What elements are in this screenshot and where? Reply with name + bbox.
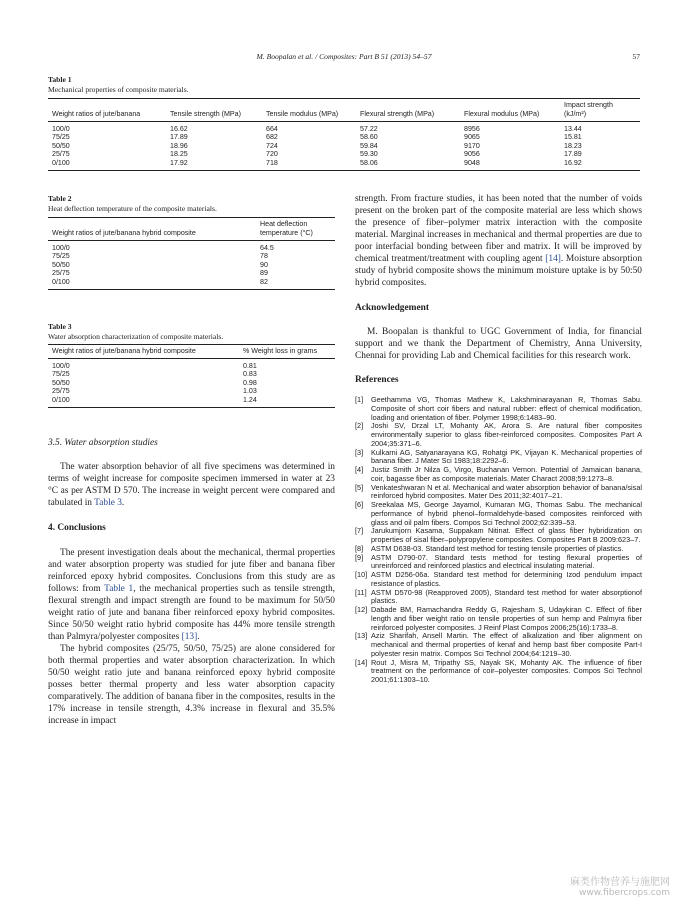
references-list xyxy=(355,396,642,685)
table2-title: Heat deflection temperature of the composite materials. xyxy=(48,204,217,213)
table2 xyxy=(48,217,335,290)
table-cell: 78 xyxy=(260,252,268,261)
table-cell: 17.92 xyxy=(170,158,188,167)
table3-caption xyxy=(48,322,223,342)
reference-number: [4] xyxy=(355,465,364,474)
reference-number: [11] xyxy=(355,587,367,597)
table-row xyxy=(48,370,335,378)
table-cell: 25/75 xyxy=(52,269,70,278)
reference-item xyxy=(355,396,642,422)
table-cell: 82 xyxy=(260,277,268,286)
right-column xyxy=(355,193,642,685)
reference-text: Joshi SV, Drzal LT, Mohanty AK, Arora S. Are natural fiber composites environmentally superior to glass fiber-reinforced composites. Composites Part A 2004;35:371–6. xyxy=(371,421,642,448)
reference-text: Rout J, Misra M, Tripathy SS, Nayak SK, Mohanty AK. The influence of fiber treatment on the performance of coir–polyester composites. Compos Sci Technol 2001;61:1303–10. xyxy=(371,657,642,684)
table2-header-1: Heat deflection temperature (°C) xyxy=(260,220,313,237)
reference-number: [7] xyxy=(355,526,364,536)
table-row xyxy=(48,133,640,141)
table-row xyxy=(48,252,335,260)
table-cell: 9056 xyxy=(464,150,480,159)
table-row xyxy=(48,150,640,158)
table-row xyxy=(48,261,335,269)
table3-header-0: Weight ratios of jute/banana hybrid composite xyxy=(52,347,196,355)
table1-header-5: Impact strength (kJ/m²) xyxy=(564,101,613,118)
reference-item xyxy=(355,466,642,484)
reference-number: [14] xyxy=(355,657,368,667)
table-cell: 90 xyxy=(260,260,268,269)
reference-item xyxy=(355,606,642,632)
table-cell: 9170 xyxy=(464,141,480,150)
table-cell: 8956 xyxy=(464,125,480,133)
watermark xyxy=(510,877,670,899)
table-row xyxy=(48,122,640,134)
reference-text: ASTM D570-98 (Reapproved 2005), Standard test method for water absorptionof plastics. xyxy=(371,587,642,606)
table3-link[interactable]: Table 3 xyxy=(94,498,122,508)
reference-text: Sreekalaa MS, George Jayamol, Kumaran MG, Thomas Sabu. The mechanical performance of hybrid phenol–formaldehyde-based composites reinforced with glass and oil palm fibers. Compos Sci Technol 2002;62:339–53. xyxy=(371,500,642,527)
table-row xyxy=(48,241,335,253)
table-row xyxy=(48,142,640,150)
ref-13-link[interactable]: [13] xyxy=(181,632,198,642)
table-cell: 720 xyxy=(266,150,278,159)
table3-title: Water absorption characterization of composite materials. xyxy=(48,332,224,341)
table-cell: 18.96 xyxy=(170,141,188,150)
reference-text: ASTM D638-03. Standard test method for testing tensile properties of plastics. xyxy=(371,543,624,553)
table-cell: 59.84 xyxy=(360,141,378,150)
watermark-site-name: 麻类作物营养与施肥网 xyxy=(570,877,670,888)
table-cell: 17.89 xyxy=(170,133,188,142)
left-column xyxy=(48,437,335,727)
page-number: 57 xyxy=(632,52,640,61)
table-cell: 25/75 xyxy=(52,150,70,159)
table-cell: 57.22 xyxy=(360,125,378,133)
table1-header-2: Tensile modulus (MPa) xyxy=(266,110,339,118)
table-cell: 9048 xyxy=(464,158,480,167)
table-cell: 1.03 xyxy=(243,387,257,396)
table2-caption xyxy=(48,194,217,214)
conclusions-paragraph-1: The present investigation deals about the mechanical, thermal properties and water absorption property was studied for jute fiber and banana fiber reinforced epoxy hybrid composites. Conclusions from this study are as follows: from Table 1, the mechanical properties such as tensile strength, flexural strength and impact strength are found to be maximum for 50/50 weight ratio of jute and banana fiber reinforced epoxy hybrid composites. Since 50/50 weight ratio hybrid composite has 44% more tensile strength than Palmyra/polyester composites [13]. xyxy=(48,548,335,642)
table-cell: 9065 xyxy=(464,133,480,142)
table1-title: Mechanical properties of composite materials. xyxy=(48,85,189,94)
reference-text: ASTM D256-06a. Standard test method for determining Izod pendulum impact resistance of plastics. xyxy=(371,570,642,588)
reference-number: [3] xyxy=(355,447,364,457)
table1-label: Table 1 xyxy=(48,75,72,84)
table-cell: 0/100 xyxy=(52,277,70,286)
reference-item xyxy=(355,571,642,589)
table1-caption xyxy=(48,75,189,95)
reference-item xyxy=(355,484,642,502)
reference-item xyxy=(355,659,642,685)
reference-item xyxy=(355,422,642,448)
table1-header-0: Weight ratios of jute/banana xyxy=(52,110,141,118)
table-row xyxy=(48,359,335,371)
table-row xyxy=(48,379,335,387)
table-row xyxy=(48,269,335,277)
table3 xyxy=(48,344,335,408)
reference-number: [13] xyxy=(355,631,368,641)
table2-header-0: Weight ratios of jute/banana hybrid composite xyxy=(52,229,196,237)
reference-number: [10] xyxy=(355,570,368,579)
table-cell: 58.06 xyxy=(360,158,378,167)
reference-item xyxy=(355,449,642,467)
table-cell: 100/0 xyxy=(52,362,70,370)
table-cell: 50/50 xyxy=(52,378,70,387)
table-cell: 0/100 xyxy=(52,158,70,167)
table-row xyxy=(48,396,335,408)
reference-item xyxy=(355,632,642,658)
table-cell: 64.5 xyxy=(260,244,274,252)
reference-number: [1] xyxy=(355,395,364,404)
table-cell: 16.62 xyxy=(170,125,188,133)
table-cell: 75/25 xyxy=(52,252,70,261)
table1-header-3: Flexural strength (MPa) xyxy=(360,110,435,118)
table3-header-1: % Weight loss in grams xyxy=(243,347,317,355)
reference-number: [6] xyxy=(355,500,364,509)
running-header xyxy=(48,52,640,66)
conclusions-paragraph-3: strength. From fracture studies, it has been noted that the number of voids present on the broken part of the composite material are less which shows the presence of fiber–polymer matrix interaction with the composite material. Marginal increases in mechanical and thermal properties are due to poor interfacial bonding between fiber and matrix. It will be improved by chemical treatment/treatment with coupling agent [14]. Moisture absorption study of hybrid composite shows the minimum moisture uptake is by 50:50 hybrid composites. xyxy=(355,194,643,288)
table3-label: Table 3 xyxy=(48,322,72,331)
reference-text: Venkateshwaran N et al. Mechanical and water absorption behavior of banana/sisal reinforced hybrid composites. Mater Des 2011;32:4017–21. xyxy=(371,482,642,501)
table-cell: 0.83 xyxy=(243,370,257,379)
table1 xyxy=(48,98,640,171)
table2-label: Table 2 xyxy=(48,194,72,203)
table-cell: 724 xyxy=(266,141,278,150)
table-cell: 0/100 xyxy=(52,395,70,404)
table-cell: 13.44 xyxy=(564,125,582,133)
reference-text: Aziz Sharifah, Ansell Martin. The effect of alkalization and fiber alignment on mechanical and thermal properties of kenaf and hemp bast fiber composite Part-I polyester resin matrix. Compos Sci Technol 2004;64:1219–30. xyxy=(371,631,642,658)
table-cell: 0.81 xyxy=(243,362,257,370)
table-row xyxy=(48,159,640,171)
table-cell: 18.23 xyxy=(564,141,582,150)
table1-link[interactable]: Table 1 xyxy=(104,584,134,594)
acknowledgement-text: M. Boopalan is thankful to UGC Government of India, for financial support and we thank the Department of Chemistry, Anna University, Chennai for providing Lab and Chemical facilities for this research work. xyxy=(355,327,642,361)
table-cell: 664 xyxy=(266,125,278,133)
ref-14-link[interactable]: [14] xyxy=(545,254,561,264)
table-cell: 100/0 xyxy=(52,244,70,252)
table-cell: 100/0 xyxy=(52,125,70,133)
reference-text: Jarukumjorn Kasama, Suppakam Nitinat. Effect of glass fiber hybridization on properties of sisal fiber–polypropylene composites. Composites Part B 2009:623–7. xyxy=(371,526,642,544)
watermark-url: www.fibercrops.com xyxy=(579,888,670,898)
table-cell: 1.24 xyxy=(243,395,257,404)
table-cell: 75/25 xyxy=(52,133,70,142)
table-cell: 58.60 xyxy=(360,133,378,142)
table-cell: 50/50 xyxy=(52,141,70,150)
table-cell: 17.89 xyxy=(564,150,582,159)
table1-header-1: Tensile strength (MPa) xyxy=(170,110,241,118)
section-3-5-paragraph: The water absorption behavior of all five specimens was determined in terms of weight increase for composite specimen immersed in water at 23 °C as per ASTM D 570. The increase in weight percent were compared and tabulated in Table 3. xyxy=(48,462,335,508)
table-cell: 59.30 xyxy=(360,150,378,159)
table-cell: 718 xyxy=(266,158,278,167)
table-cell: 89 xyxy=(260,269,268,278)
running-title: M. Boopalan et al. / Composites: Part B 51 (2013) 54–57 xyxy=(256,52,432,61)
table1-header-4: Flexural modulus (MPa) xyxy=(464,110,540,118)
reference-number: [5] xyxy=(355,482,364,492)
reference-number: [12] xyxy=(355,605,368,614)
reference-item xyxy=(355,527,642,545)
table-cell: 682 xyxy=(266,133,278,142)
table-cell: 16.92 xyxy=(564,158,582,167)
table-row xyxy=(48,387,335,395)
table-cell: 75/25 xyxy=(52,370,70,379)
table-cell: 15.81 xyxy=(564,133,582,142)
reference-item xyxy=(355,501,642,527)
conclusions-paragraph-2: The hybrid composites (25/75, 50/50, 75/25) are alone considered for both thermal properties and water absorption characterization. In which 50/50 weight ratio jute and banana reinforced epoxy hybrid composite posses better thermal property and less water absorption capacity comparatively. The addition of banana fiber in the composites, results in the 17% increase in tensile strength, 4.3% increase in flexural and 35.5% increase in impact xyxy=(48,644,335,726)
reference-item xyxy=(355,554,642,572)
acknowledgement-title: Acknowledgement xyxy=(355,303,429,313)
reference-number: [8] xyxy=(355,543,364,553)
reference-text: Justiz Smith Jr Nilza G, Virgo, Buchanan Vemon. Potential of Jamaican banana, coir, bagasse fiber as composite materials. Mater Charact 2008;59:1273–8. xyxy=(371,465,642,483)
section-4-title: 4. Conclusions xyxy=(48,523,106,533)
reference-text: Kulkarni AG, Satyanarayana KG, Rohatgi PK, Vijayan K. Mechanical properties of banana fiber. J Mater Sci 1983;18:2292–6. xyxy=(371,447,642,466)
references-title: References xyxy=(355,375,399,385)
reference-item xyxy=(355,589,642,607)
reference-number: [2] xyxy=(355,421,364,431)
table-cell: 18.25 xyxy=(170,150,188,159)
reference-text: ASTM D790-07. Standard tests method for testing flexural properties of unreinforced and reinforced plastics and electrical insulating material. xyxy=(371,552,642,571)
reference-text: Dabade BM, Ramachandra Reddy G, Rajesham S, Udaykiran C. Effect of fiber length and fiber weight ratio on tensile properties of sun hemp and Palmyra fiber reinforced polyester composites. J Reinf Plast Compos 2006;25(16):1733–8. xyxy=(371,605,642,632)
section-3-5-title: 3.5. Water absorption studies xyxy=(48,438,158,448)
table-row xyxy=(48,278,335,290)
table-cell: 50/50 xyxy=(52,260,70,269)
reference-number: [9] xyxy=(355,552,364,562)
table-cell: 0.98 xyxy=(243,378,257,387)
reference-text: Geethamma VG, Thomas Mathew K, Lakshminarayanan R, Thomas Sabu. Composite of short coir fibers and natural rubber: effect of chemical modification, loading and orientation of fiber. Polymer 1998;6:1483–90. xyxy=(371,395,642,422)
table-cell: 25/75 xyxy=(52,387,70,396)
